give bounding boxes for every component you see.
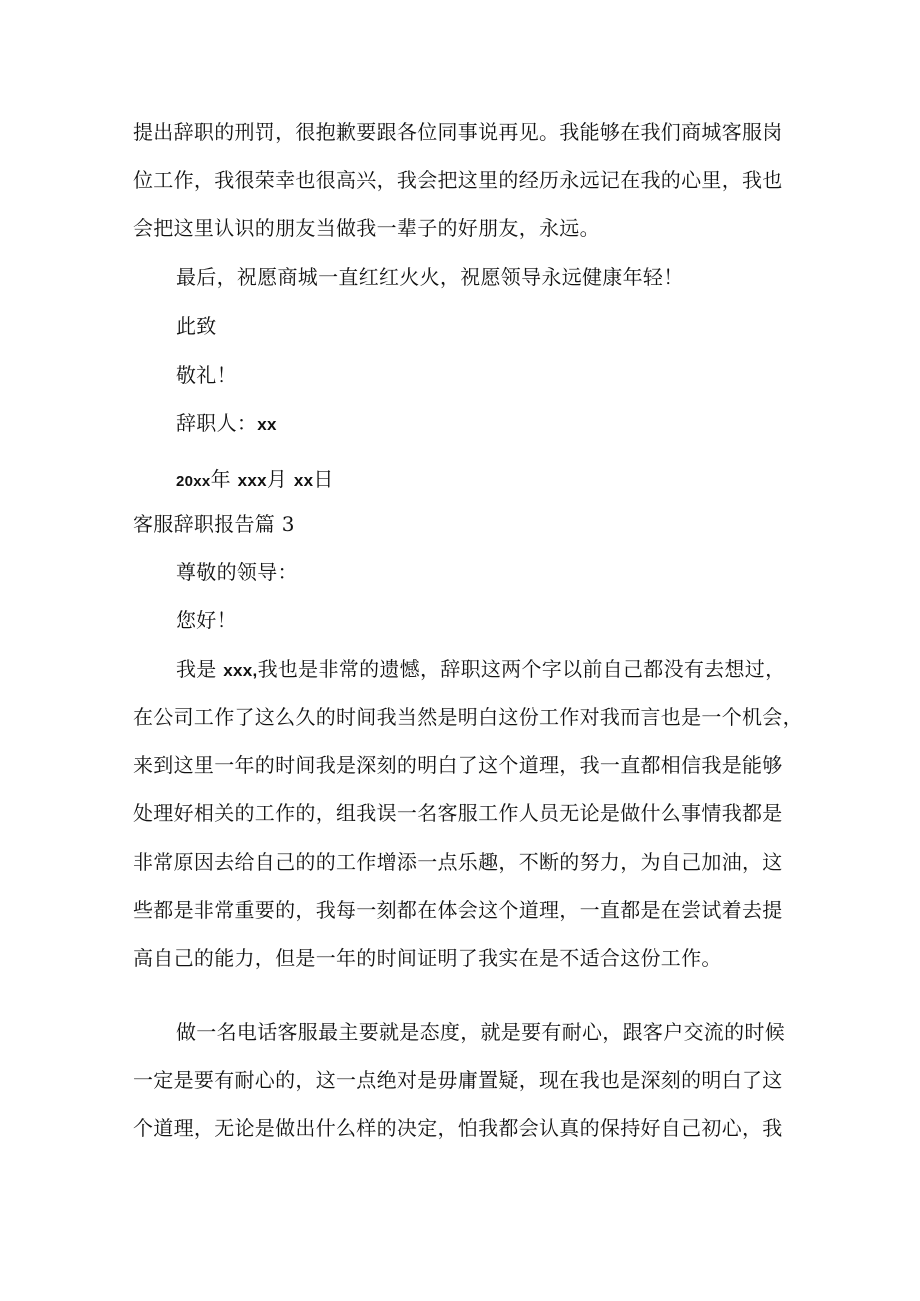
- closing-wishes: 最后，祝愿商城一直红红火火，祝愿领导永远健康年轻！: [176, 265, 684, 289]
- salutation: 尊敬的领导：: [176, 560, 298, 584]
- paragraph-line: 会把这里认识的朋友当做我一辈子的好朋友，永远。: [133, 216, 600, 240]
- closing-jing-li: 敬礼！: [176, 363, 237, 387]
- date-year: 20xx: [176, 473, 211, 490]
- intro-rest: 我也是非常的遗憾，辞职这两个字以前自己都没有去想过，: [257, 657, 786, 681]
- date-year-unit: 年: [210, 467, 231, 491]
- section-heading: 客服辞职报告篇 3: [133, 512, 295, 536]
- greeting: 您好！: [176, 608, 237, 632]
- paragraph-line: 来到这里一年的时间我是深刻的明白了这个道理，我一直都相信我是能够: [133, 753, 783, 777]
- paragraph-line: 在公司工作了这么久的时间我当然是明白这份工作对我而言也是一个机会，: [133, 705, 803, 729]
- closing-ci-zhi: 此致: [176, 314, 217, 338]
- date-month: xxx: [237, 471, 267, 490]
- signer-name: xx: [257, 415, 277, 434]
- paragraph-line: 个道理，无论是做出什么样的决定，怕我都会认真的保持好自己初心，我: [133, 1116, 783, 1140]
- signature-line: [176, 409, 277, 439]
- paragraph-line: [176, 655, 785, 685]
- signer-label: 辞职人：: [176, 411, 258, 435]
- date-day: xx: [293, 471, 314, 490]
- paragraph-line: 做一名电话客服最主要就是态度，就是要有耐心，跟客户交流的时候: [176, 1020, 785, 1044]
- paragraph-line: 位工作，我很荣幸也很高兴，我会把这里的经历永远记在我的心里，我也: [133, 168, 783, 192]
- date-day-unit: 日: [313, 467, 334, 491]
- date-line: [176, 465, 334, 496]
- author-name: xxx,: [223, 661, 258, 680]
- paragraph-line: 处理好相关的工作的，组我误一名客服工作人员无论是做什么事情我都是: [133, 801, 783, 825]
- paragraph-line: 高自己的能力，但是一年的时间证明了我实在是不适合这份工作。: [133, 946, 722, 970]
- date-month-unit: 月: [266, 467, 288, 491]
- paragraph-line: 提出辞职的刑罚，很抱歉要跟各位同事说再见。我能够在我们商城客服岗: [133, 120, 783, 144]
- intro-prefix: 我是: [176, 657, 217, 681]
- paragraph-line: 非常原因去给自己的的工作增添一点乐趣，不断的努力，为自己加油，这: [133, 850, 783, 874]
- paragraph-line: 一定是要有耐心的，这一点绝对是毋庸置疑，现在我也是深刻的明白了这: [133, 1068, 783, 1092]
- paragraph-line: 些都是非常重要的，我每一刻都在体会这个道理，一直都是在尝试着去提: [133, 898, 783, 922]
